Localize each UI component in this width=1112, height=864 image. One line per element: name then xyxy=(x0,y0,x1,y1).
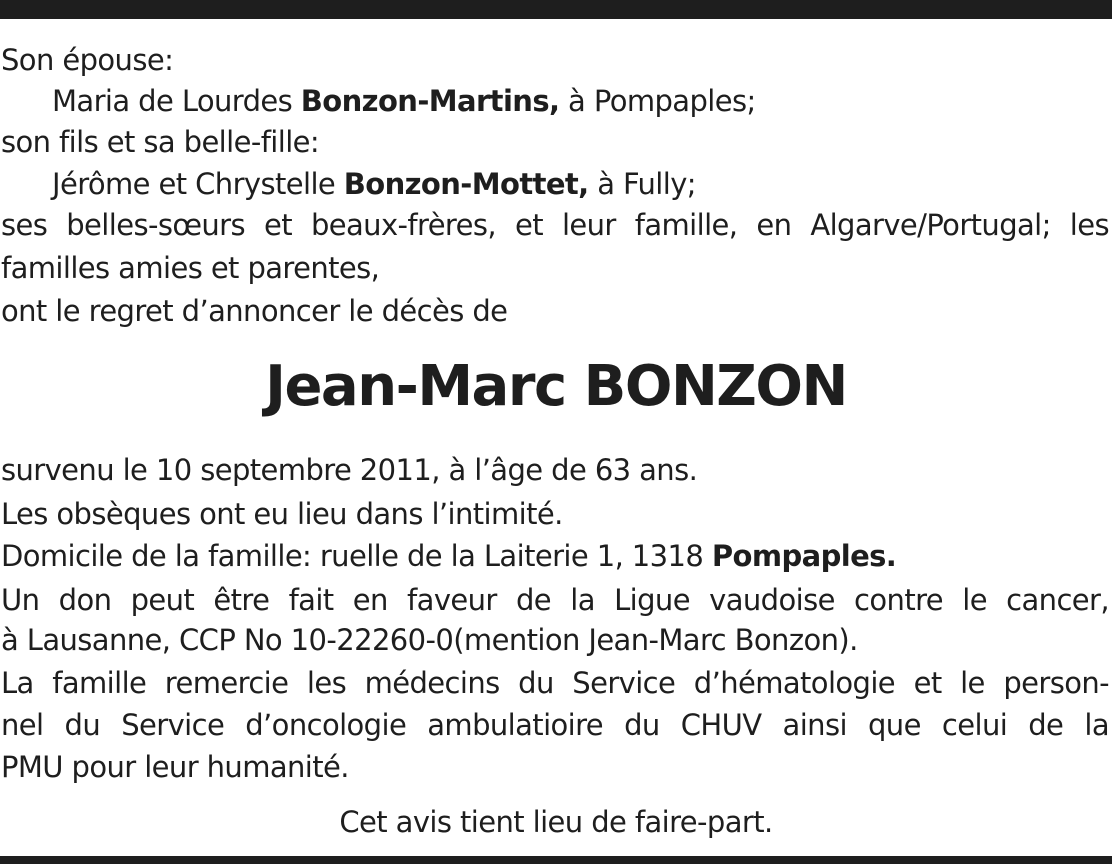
bottom-border-rule xyxy=(0,856,1112,864)
donation-line-2: à Lausanne, CCP No 10-22260-0(mention Jean-Marc Bonzon). xyxy=(1,623,858,657)
spouse-place: à Pompaples; xyxy=(568,84,756,118)
thanks-line-3: PMU pour leur humanité. xyxy=(1,750,349,784)
spouse-surname: Bonzon-Martins, xyxy=(300,84,560,118)
address-text: Domicile de la famille: ruelle de la Laiterie 1, 1318 xyxy=(1,539,704,573)
spouse-line xyxy=(52,83,756,119)
son-names: Jérôme et Chrystelle xyxy=(52,167,336,201)
funeral-line: Les obsèques ont eu lieu dans l’intimité. xyxy=(1,497,563,531)
son-line xyxy=(52,166,696,202)
spouse-name: Maria de Lourdes xyxy=(52,84,293,118)
relatives-line-2: familles amies et parentes, xyxy=(1,251,380,285)
thanks-line-2: nel du Service d’oncologie ambulatioire du CHUV ainsi que celui de la xyxy=(1,708,1109,742)
son-surname: Bonzon-Mottet, xyxy=(343,167,589,201)
son-label: son fils et sa belle-fille: xyxy=(1,125,320,159)
spouse-label: Son épouse: xyxy=(1,43,174,77)
closing-note: Cet avis tient lieu de faire-part. xyxy=(339,805,773,839)
family-address-line xyxy=(1,538,896,574)
deceased-name: Jean-Marc BONZON xyxy=(265,354,847,419)
son-place: à Fully; xyxy=(597,167,696,201)
top-border-rule xyxy=(0,0,1112,19)
address-place: Pompaples. xyxy=(711,539,897,573)
donation-line-1: Un don peut être fait en faveur de la Ligue vaudoise contre le cancer, xyxy=(1,583,1109,617)
thanks-line-1: La famille remercie les médecins du Service d’hématologie et le person- xyxy=(1,666,1109,700)
announcement-line: ont le regret d’annoncer le décès de xyxy=(1,294,508,328)
relatives-line-1: ses belles-sœurs et beaux-frères, et leur famille, en Algarve/Portugal; les xyxy=(1,208,1109,242)
death-date-line: survenu le 10 septembre 2011, à l’âge de 63 ans. xyxy=(1,453,698,487)
